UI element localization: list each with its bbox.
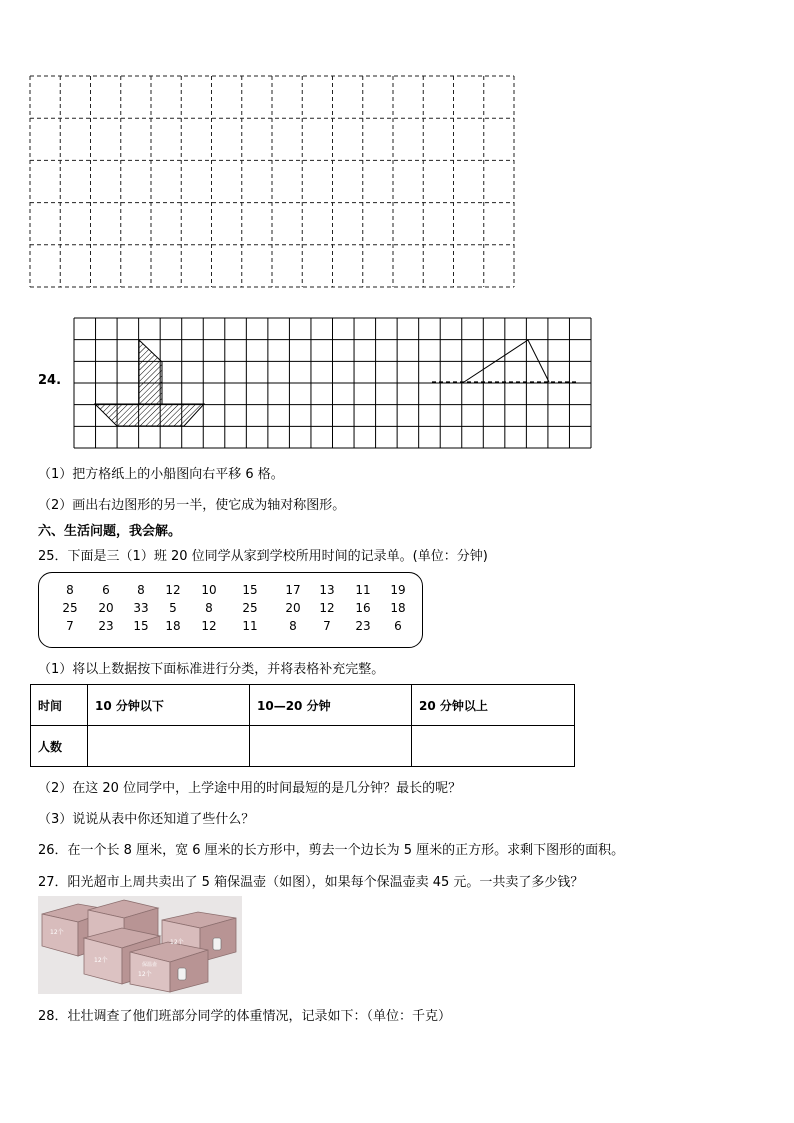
data-row bbox=[39, 617, 422, 635]
q24-number: 24. bbox=[38, 373, 62, 388]
data-value: 7 bbox=[323, 619, 331, 633]
data-value: 11 bbox=[355, 583, 371, 597]
data-value: 18 bbox=[390, 601, 406, 615]
q24-part2: （2）画出右边图形的另一半，使它成为轴对称图形。 bbox=[38, 498, 346, 513]
data-value: 8 bbox=[137, 583, 145, 597]
header-cell: 时间 bbox=[31, 685, 88, 726]
q25-text: 25．下面是三（1）班 20 位同学从家到学校所用时间的记录单。(单位：分钟) bbox=[38, 549, 488, 564]
data-value: 12 bbox=[319, 601, 335, 615]
data-row bbox=[39, 581, 422, 599]
box-label: 12个 bbox=[138, 971, 152, 978]
data-value: 25 bbox=[62, 601, 78, 615]
data-value: 8 bbox=[205, 601, 213, 615]
data-value: 7 bbox=[66, 619, 74, 633]
header-cell: 20 分钟以上 bbox=[412, 685, 575, 726]
data-value: 20 bbox=[285, 601, 301, 615]
data-value: 17 bbox=[285, 583, 301, 597]
box-label: 12个 bbox=[170, 939, 184, 946]
data-row bbox=[39, 599, 422, 617]
data-value: 6 bbox=[394, 619, 402, 633]
thermos-boxes-image bbox=[38, 896, 242, 994]
data-value: 12 bbox=[201, 619, 217, 633]
box-label: 12个 bbox=[50, 929, 64, 936]
data-value: 12 bbox=[165, 583, 181, 597]
data-value: 20 bbox=[98, 601, 114, 615]
header-cell: 10—20 分钟 bbox=[250, 685, 412, 726]
q25-part1: （1）将以上数据按下面标准进行分类，并将表格补充完整。 bbox=[38, 662, 385, 677]
q24-square-grid bbox=[0, 0, 794, 460]
data-value: 18 bbox=[165, 619, 181, 633]
row-label-cell: 人数 bbox=[31, 726, 88, 767]
data-value: 25 bbox=[242, 601, 258, 615]
data-value: 6 bbox=[102, 583, 110, 597]
data-value: 19 bbox=[390, 583, 406, 597]
header-cell: 10 分钟以下 bbox=[88, 685, 250, 726]
data-value: 16 bbox=[355, 601, 371, 615]
boat-hull bbox=[95, 404, 204, 426]
classification-table bbox=[30, 684, 575, 767]
q25-part3: （3）说说从表中你还知道了些什么？ bbox=[38, 812, 255, 827]
data-value: 8 bbox=[66, 583, 74, 597]
thermos-icon bbox=[178, 968, 186, 980]
box-label: 12个 bbox=[94, 957, 108, 964]
q25-data-box bbox=[38, 572, 423, 648]
data-value: 15 bbox=[242, 583, 258, 597]
answer-cell[interactable] bbox=[250, 726, 412, 767]
data-value: 23 bbox=[98, 619, 114, 633]
answer-cell[interactable] bbox=[412, 726, 575, 767]
data-value: 11 bbox=[242, 619, 258, 633]
data-value: 5 bbox=[169, 601, 177, 615]
section6-title: 六、生活问题，我会解。 bbox=[38, 524, 182, 539]
data-value: 13 bbox=[319, 583, 335, 597]
answer-cell[interactable] bbox=[88, 726, 250, 767]
data-value: 10 bbox=[201, 583, 217, 597]
q28-text: 28．壮壮调查了他们班部分同学的体重情况，记录如下：（单位：千克） bbox=[38, 1009, 452, 1024]
data-value: 15 bbox=[133, 619, 149, 633]
data-value: 33 bbox=[133, 601, 149, 615]
q24-part1: （1）把方格纸上的小船图向右平移 6 格。 bbox=[38, 467, 284, 482]
data-value: 23 bbox=[355, 619, 371, 633]
data-value: 8 bbox=[289, 619, 297, 633]
q26-text: 26．在一个长 8 厘米，宽 6 厘米的长方形中，剪去一个边长为 5 厘米的正方形。求剩下图形的面积。 bbox=[38, 843, 625, 858]
box-label: 保温壶 bbox=[142, 962, 158, 968]
table-row bbox=[31, 726, 575, 767]
table-row bbox=[31, 685, 575, 726]
q27-text: 27．阳光超市上周共卖出了 5 箱保温壶（如图），如果每个保温壶卖 45 元。一共卖了多少钱？ bbox=[38, 875, 584, 890]
thermos-icon bbox=[213, 938, 221, 950]
boat-sail bbox=[139, 340, 162, 404]
q25-part2: （2）在这 20 位同学中，上学途中用的时间最短的是几分钟？最长的呢？ bbox=[38, 781, 462, 796]
